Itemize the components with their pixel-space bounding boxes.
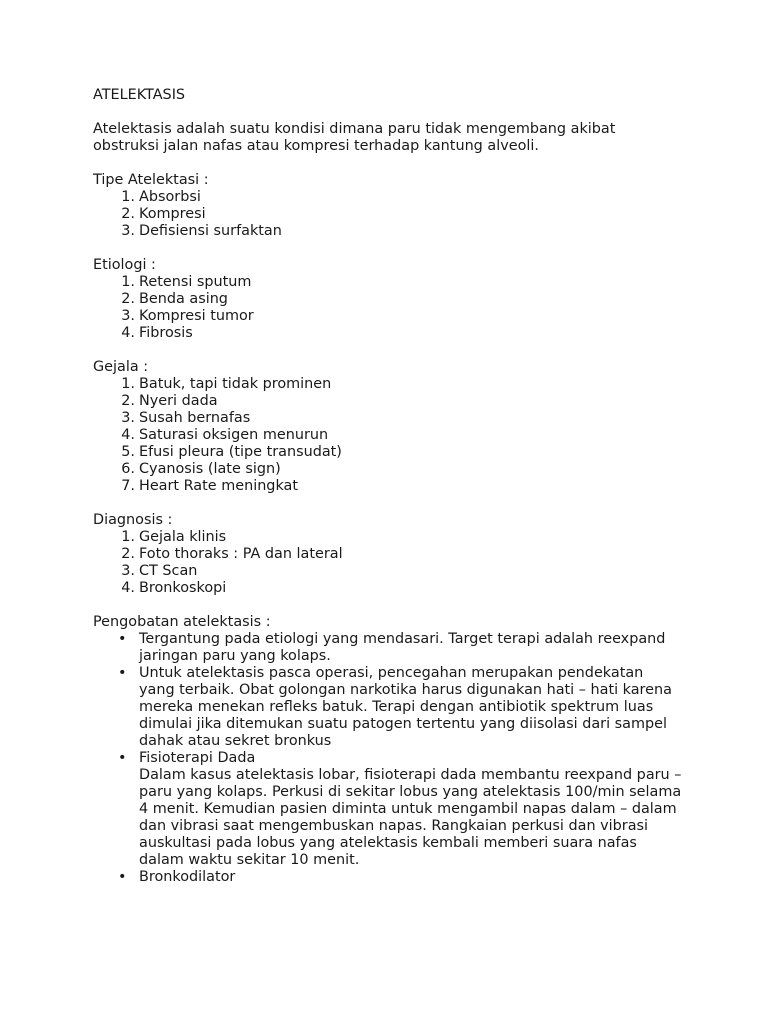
list-item [93,206,683,223]
list-item-text: Fibrosis [139,325,193,341]
intro-paragraph: Atelektasis adalah suatu kondisi dimana paru tidak mengembang akibat obstruksi jalan nafas atau kompresi terhadap kantung alveoli. [93,121,616,154]
list-number: 1. [121,376,135,392]
list-item [93,580,683,597]
section-heading-pengobatan: Pengobatan atelektasis : [93,614,271,630]
list-item [93,393,683,410]
list-item [93,631,683,665]
list-item-text: Batuk, tapi tidak prominen [139,376,332,392]
list-item [93,308,683,325]
list-item [93,223,683,240]
list-number: 4. [121,427,135,443]
list-item-text: Bronkodilator [139,869,236,885]
list-item-text: Cyanosis (late sign) [139,461,281,477]
list-item-text: Efusi pleura (tipe transudat) [139,444,342,460]
etiologi-list [93,274,683,342]
list-number: 3. [121,410,135,426]
list-item [93,529,683,546]
list-item-text: CT Scan [139,563,198,579]
list-item [93,376,683,393]
list-item-text: Kompresi tumor [139,308,254,324]
list-number: 1. [121,529,135,545]
list-item [93,444,683,461]
list-item [93,291,683,308]
section-etiologi [93,257,683,342]
list-item-text: Foto thoraks : PA dan lateral [139,546,343,562]
list-item [93,546,683,563]
list-number: 3. [121,223,135,239]
list-item-text: Susah bernafas [139,410,251,426]
list-item [93,189,683,206]
list-item-text: Heart Rate meningkat [139,478,298,494]
list-item-text: Nyeri dada [139,393,218,409]
document-page [93,87,683,903]
section-gejala [93,359,683,495]
list-number: 3. [121,563,135,579]
gejala-list [93,376,683,495]
list-item [93,563,683,580]
list-item-text: Retensi sputum [139,274,252,290]
list-item [93,461,683,478]
section-heading-tipe: Tipe Atelektasi : [93,172,209,188]
list-item [93,325,683,342]
bullet-icon: • [118,869,127,885]
section-heading-etiologi: Etiologi : [93,257,156,273]
pengobatan-list [93,631,683,886]
list-number: 2. [121,206,135,222]
list-number: 7. [121,478,135,494]
bullet-icon: • [118,750,127,766]
list-item [93,478,683,495]
list-item-text: Benda asing [139,291,228,307]
list-number: 4. [121,580,135,596]
section-heading-diagnosis: Diagnosis : [93,512,173,528]
list-item-text: Defisiensi surfaktan [139,223,282,239]
list-number: 5. [121,444,135,460]
list-item [93,427,683,444]
list-item-text: Saturasi oksigen menurun [139,427,329,443]
list-item-text: Gejala klinis [139,529,227,545]
list-item-text: Fisioterapi Dada [139,750,256,766]
list-number: 4. [121,325,135,341]
document-title: ATELEKTASIS [93,87,186,103]
list-item [93,274,683,291]
section-diagnosis [93,512,683,597]
list-item [93,665,683,750]
list-item [93,410,683,427]
list-item-text: Absorbsi [139,189,201,205]
bullet-icon: • [118,665,127,681]
diagnosis-list [93,529,683,597]
list-item-text: Kompresi [139,206,206,222]
list-number: 1. [121,274,135,290]
list-item [93,869,683,886]
list-number: 6. [121,461,135,477]
list-item-text: Bronkoskopi [139,580,227,596]
list-item-text: Untuk atelektasis pasca operasi, pencegahan merupakan pendekatan yang terbaik. Obat golongan narkotika harus digunakan hati – hati karena mereka menekan refleks batuk. Terapi dengan antibiotik spektrum luas dimulai jika ditemukan suatu patogen tertentu yang diisolasi dari sampel dahak atau sekret bronkus [139,665,672,749]
list-number: 1. [121,189,135,205]
bullet-icon: • [118,631,127,647]
list-number: 2. [121,546,135,562]
list-item-text: Tergantung pada etiologi yang mendasari. Target terapi adalah reexpand jaringan paru yang kolaps. [139,631,666,664]
list-number: 3. [121,308,135,324]
list-item [93,750,683,869]
list-number: 2. [121,291,135,307]
tipe-list [93,189,683,240]
list-item-detail: Dalam kasus atelektasis lobar, fisioterapi dada membantu reexpand paru – paru yang kolaps. Perkusi di sekitar lobus yang atelektasis 100/min selama 4 menit. Kemudian pasien diminta untuk mengambil napas dalam – dalam dan vibrasi saat mengembuskan napas. Rangkaian perkusi dan vibrasi auskultasi pada lobus yang atelektasis kembali memberi suara nafas dalam waktu sekitar 10 menit. [139,767,682,868]
section-tipe [93,172,683,240]
list-number: 2. [121,393,135,409]
section-pengobatan [93,614,683,886]
section-heading-gejala: Gejala : [93,359,149,375]
